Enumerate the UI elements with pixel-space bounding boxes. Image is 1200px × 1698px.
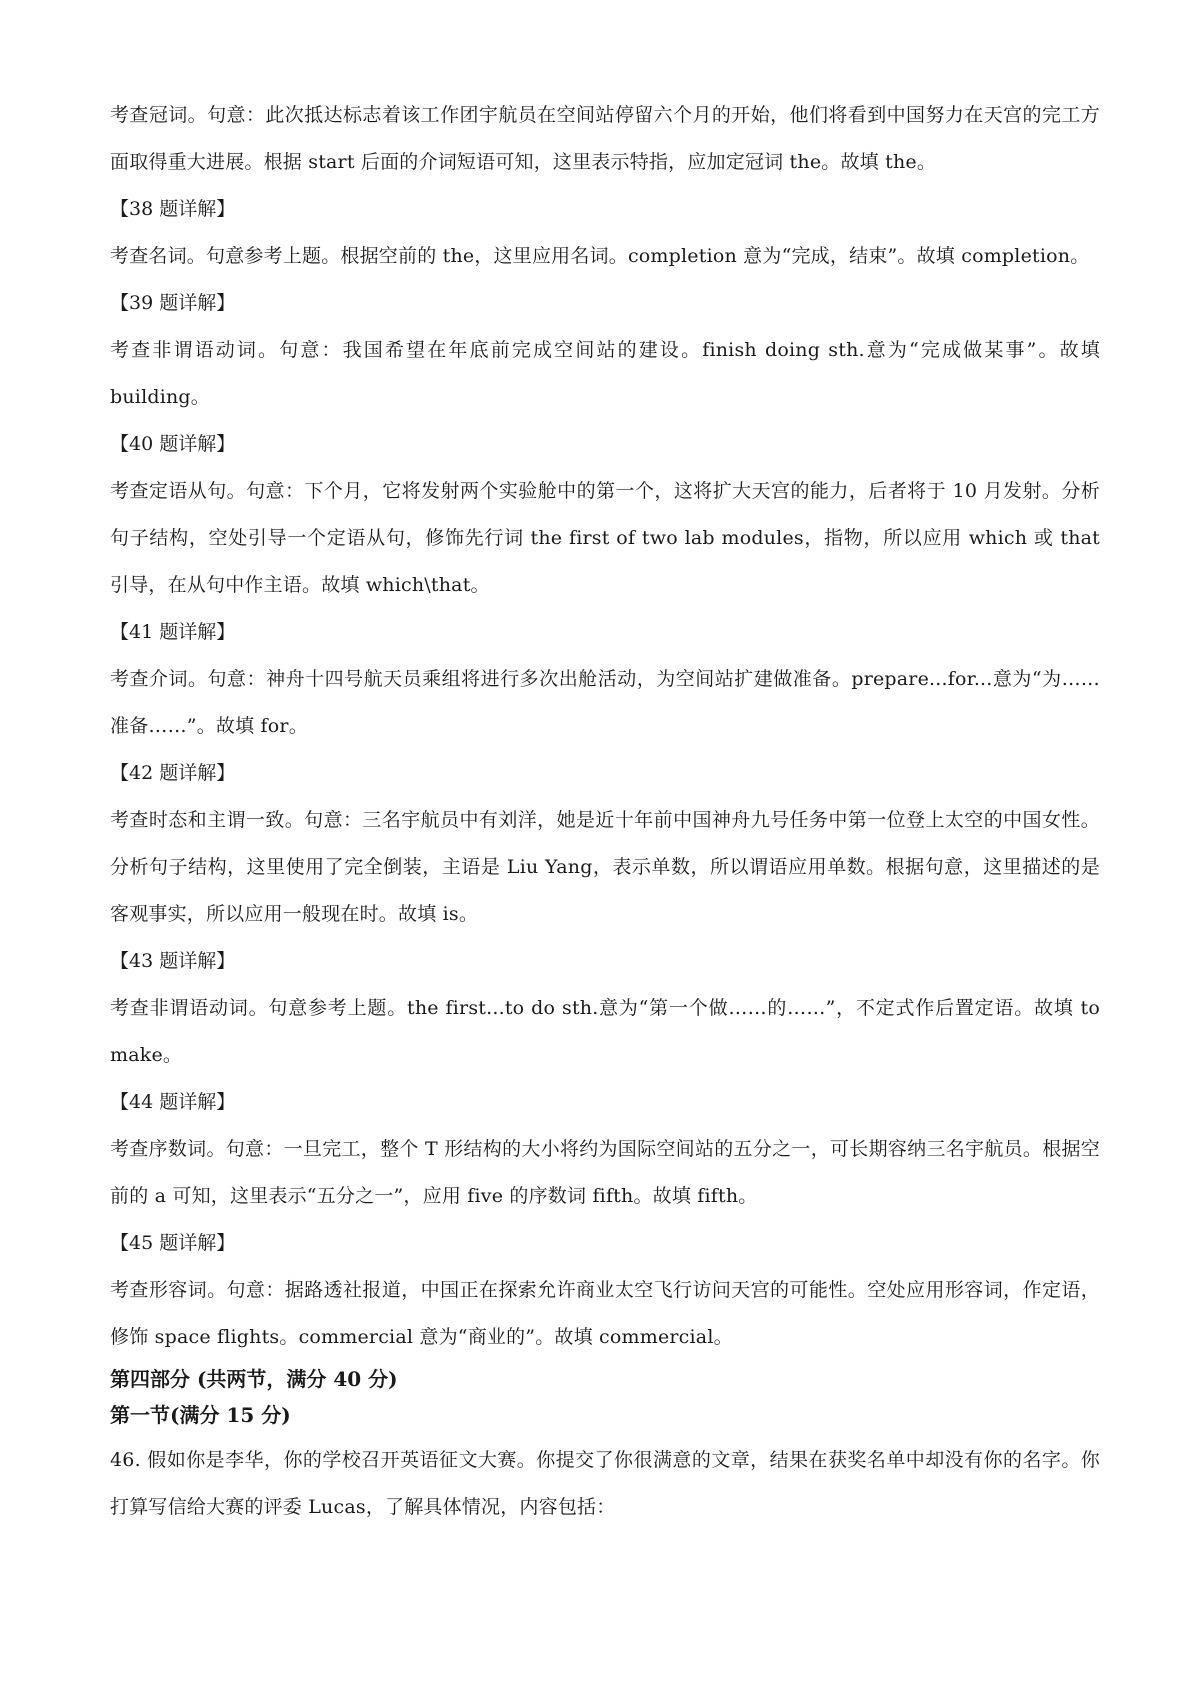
- explanation-40-body: 考查定语从句。句意：下个月，它将发射两个实验舱中的第一个，这将扩大天宫的能力，后者将于 10 月发射。分析句子结构，空处引导一个定语从句，修饰先行词 the first of two lab modules，指物，所以应用 which 或 that 引导，在从句中作主语。故填 which\that。: [110, 480, 1100, 596]
- heading-44: 【44 题详解】: [110, 1091, 236, 1113]
- explanation-39-body: 考查非谓语动词。句意：我国希望在年底前完成空间站的建设。finish doing sth.意为“完成做某事”。故填 building。: [110, 339, 1100, 408]
- heading-45: 【45 题详解】: [110, 1232, 236, 1254]
- heading-42: 【42 题详解】: [110, 762, 236, 784]
- question-46-prompt: 46. 假如你是李华，你的学校召开英语征文大赛。你提交了你很满意的文章，结果在获奖名单中却没有你的名字。你打算写信给大赛的评委 Lucas，了解具体情况，内容包括：: [110, 1449, 1100, 1518]
- explanation-43-body: 考查非谓语动词。句意参考上题。the first...to do sth.意为“第一个做……的……”，不定式作后置定语。故填 to make。: [110, 997, 1100, 1066]
- section-one-title: 第一节(满分 15 分): [110, 1403, 291, 1427]
- explanation-42-body: 考查时态和主谓一致。句意：三名宇航员中有刘洋，她是近十年前中国神舟九号任务中第一位登上太空的中国女性。分析句子结构，这里使用了完全倒装，主语是 Liu Yang，表示单数，所以谓语应用单数。根据句意，这里描述的是客观事实，所以应用一般现在时。故填 is。: [110, 809, 1100, 925]
- heading-43: 【43 题详解】: [110, 950, 236, 972]
- explanation-37-body: 考查冠词。句意：此次抵达标志着该工作团宇航员在空间站停留六个月的开始，他们将看到中国努力在天宫的完工方面取得重大进展。根据 start 后面的介词短语可知，这里表示特指，应加定冠词 the。故填 the。: [110, 104, 1100, 173]
- heading-38: 【38 题详解】: [110, 198, 236, 220]
- heading-40: 【40 题详解】: [110, 433, 236, 455]
- heading-41: 【41 题详解】: [110, 621, 236, 643]
- explanation-45-body: 考查形容词。句意：据路透社报道，中国正在探索允许商业太空飞行访问天宫的可能性。空处应用形容词，作定语，修饰 space flights。commercial 意为“商业的”。故填 commercial。: [110, 1279, 1100, 1348]
- heading-39: 【39 题详解】: [110, 292, 236, 314]
- part-four-title: 第四部分 (共两节，满分 40 分): [110, 1367, 398, 1391]
- explanation-38-body: 考查名词。句意参考上题。根据空前的 the，这里应用名词。completion 意为“完成，结束”。故填 completion。: [110, 245, 1090, 267]
- explanation-41-body: 考查介词。句意：神舟十四号航天员乘组将进行多次出舱活动，为空间站扩建做准备。prepare...for...意为“为……准备……”。故填 for。: [110, 668, 1100, 737]
- explanation-44-body: 考查序数词。句意：一旦完工，整个 T 形结构的大小将约为国际空间站的五分之一，可长期容纳三名宇航员。根据空前的 a 可知，这里表示“五分之一”，应用 five 的序数词 fifth。故填 fifth。: [110, 1138, 1100, 1207]
- document-page: [110, 92, 1100, 1531]
